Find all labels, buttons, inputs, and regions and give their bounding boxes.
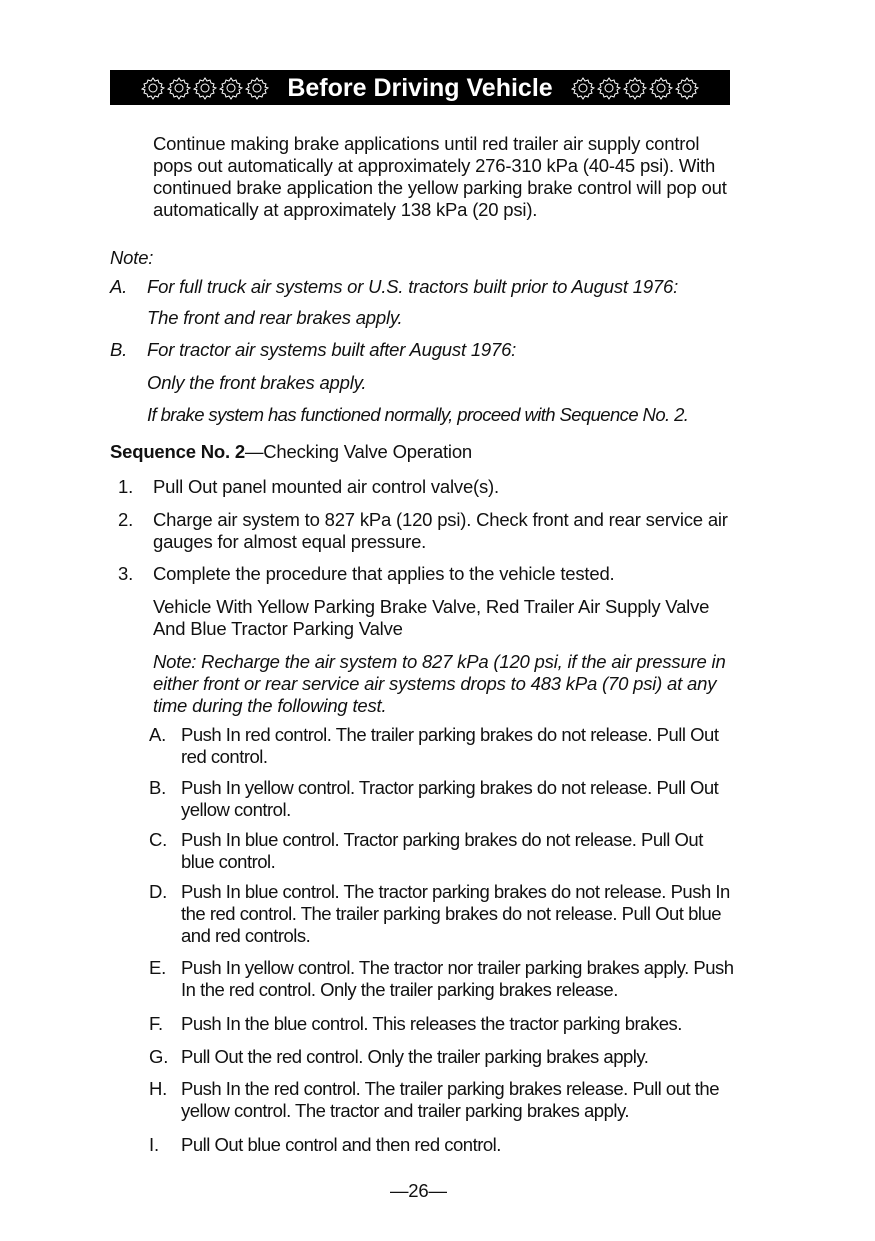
note-b-sub: Only the front brakes apply.	[147, 372, 367, 393]
substep-letter: H.	[149, 1078, 168, 1099]
page-number: —26—	[390, 1180, 447, 1201]
note-b-label: B.	[110, 339, 128, 360]
note-b-text: For tractor air systems built after August 1976:	[147, 339, 517, 360]
step-item	[118, 563, 738, 585]
intro-paragraph: Continue making brake applications until red trailer air supply control pops out automatically at approximately 276-310 kPa (40-45 psi). With continued brake application the yellow parking brake control will pop out automatically at approximately 138 kPa (20 psi).	[153, 133, 727, 220]
substep-item	[149, 777, 734, 821]
step-text: Charge air system to 827 kPa (120 psi). Check front and rear service air gauges for almost equal pressure.	[153, 509, 728, 552]
substep-item	[149, 1013, 734, 1035]
note-a-label: A.	[110, 276, 128, 297]
substep-letter: G.	[149, 1046, 169, 1067]
note-a-text: For full truck air systems or U.S. tractors built prior to August 1976:	[147, 276, 679, 297]
step-text: Pull Out panel mounted air control valve(s).	[153, 476, 499, 497]
substep-text: Push In blue control. Tractor parking brakes do not release. Pull Out blue control.	[181, 829, 703, 872]
substep-item	[149, 1078, 734, 1122]
gear-icon	[245, 76, 269, 100]
gear-icon	[597, 76, 621, 100]
gear-icon	[193, 76, 217, 100]
section-title: Before Driving Vehicle	[287, 73, 553, 102]
substep-letter: C.	[149, 829, 168, 850]
substep-text: Push In yellow control. The tractor nor trailer parking brakes apply. Push In the red control. Only the trailer parking brakes release.	[181, 957, 734, 1000]
substep-letter: B.	[149, 777, 167, 798]
step-number: 3.	[118, 563, 134, 584]
substep-text: Push In blue control. The tractor parking brakes do not release. Push In the red control. The trailer parking brakes do not release. Pull Out blue and red controls.	[181, 881, 730, 946]
sequence-title: —Checking Valve Operation	[244, 441, 473, 462]
vehicle-heading: Vehicle With Yellow Parking Brake Valve, Red Trailer Air Supply Valve And Blue Tractor Parking Valve	[153, 596, 710, 639]
substep-item	[149, 1134, 734, 1156]
step-number: 2.	[118, 509, 134, 530]
substep-letter: A.	[149, 724, 167, 745]
substep-text: Push In yellow control. Tractor parking brakes do not release. Pull Out yellow control.	[181, 777, 719, 820]
gear-icon	[167, 76, 191, 100]
step-number: 1.	[118, 476, 134, 497]
recharge-note: Note: Recharge the air system to 827 kPa (120 psi, if the air pressure in either front or rear service air systems drops to 483 kPa (70 psi) at any time during the following test.	[153, 651, 726, 716]
gear-icon	[219, 76, 243, 100]
gear-row-right	[571, 76, 699, 100]
gear-icon	[649, 76, 673, 100]
substep-item	[149, 881, 734, 947]
gear-icon	[675, 76, 699, 100]
step-text: Complete the procedure that applies to the vehicle tested.	[153, 563, 615, 584]
substep-letter: F.	[149, 1013, 163, 1034]
substep-text: Push In the red control. The trailer parking brakes release. Pull out the yellow control. The tractor and trailer parking brakes apply.	[181, 1078, 720, 1121]
substep-item	[149, 957, 734, 1001]
proceed-note: If brake system has functioned normally, proceed with Sequence No. 2.	[147, 404, 689, 425]
gear-row-left	[141, 76, 269, 100]
substep-letter: E.	[149, 957, 167, 978]
substep-item	[149, 1046, 734, 1068]
gear-icon	[623, 76, 647, 100]
substep-text: Push In red control. The trailer parking brakes do not release. Pull Out red control.	[181, 724, 719, 767]
substep-letter: I.	[149, 1134, 159, 1155]
gear-icon	[141, 76, 165, 100]
step-item	[118, 509, 738, 553]
substep-text: Pull Out the red control. Only the trailer parking brakes apply.	[181, 1046, 649, 1067]
section-header	[110, 70, 730, 105]
substep-text: Push In the blue control. This releases the tractor parking brakes.	[181, 1013, 682, 1034]
substep-item	[149, 724, 734, 768]
substep-text: Pull Out blue control and then red control.	[181, 1134, 501, 1155]
note-a-sub: The front and rear brakes apply.	[147, 307, 403, 328]
gear-icon	[571, 76, 595, 100]
substep-item	[149, 829, 734, 873]
sequence-number: Sequence No. 2	[110, 441, 245, 462]
note-label: Note:	[110, 247, 154, 268]
sequence-heading	[110, 441, 472, 463]
substep-letter: D.	[149, 881, 168, 902]
step-item	[118, 476, 738, 498]
